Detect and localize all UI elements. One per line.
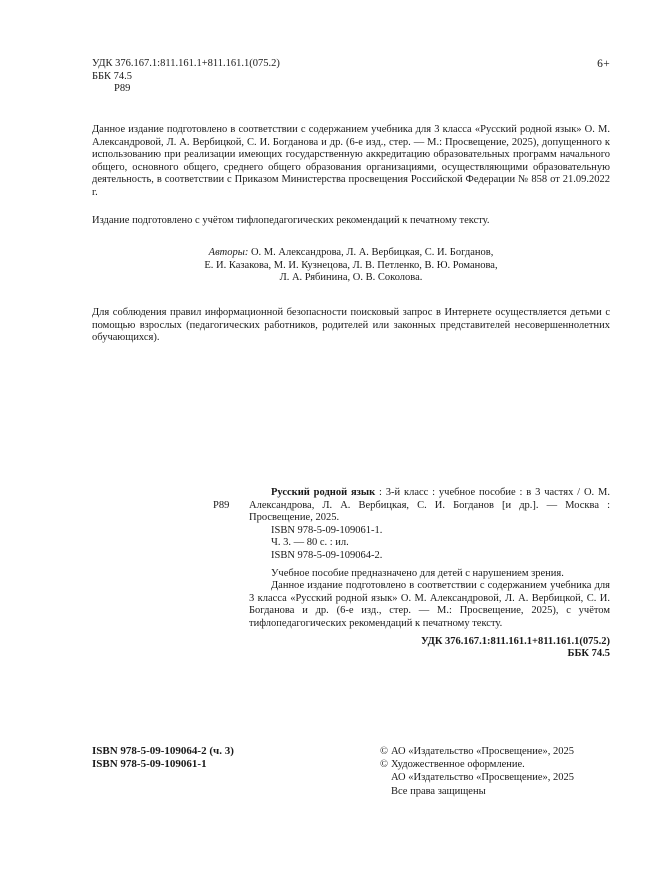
edition-note-paragraph: Данное издание подготовлено в соответствии с содержанием учебника для 3 класса «Русский родной язык» О. М. Александровой, Л. А. Вербицкой, С. И. Богданова и др. (6-е изд., стер. — М.: Просвещение, 2025), допущенного к использованию при реализации имеющих государственную аккредитацию образовательных программ начального общего, основного общего, среднего общего образования организациями, осуществляющими образовательную деятельность, в соответствии с Приказом Министерства просвещения Российской Федерации № 858 от 21.09.2022 г. <box>92 124 610 198</box>
biblio-isbn-part: ISBN 978-5-09-109064-2. <box>271 549 383 561</box>
authors-line-3: Л. А. Рябинина, О. В. Соколова. <box>279 272 423 284</box>
footer-isbn-block <box>92 745 392 771</box>
copyright-design: Художественное оформление. <box>391 759 525 771</box>
biblio-codes <box>249 636 610 661</box>
biblio-audience-note: Учебное пособие предназначено для детей с нарушением зрения. <box>271 567 564 579</box>
authors-line-1 <box>92 247 610 260</box>
biblio-description <box>249 487 610 525</box>
biblio-title: Русский родной язык <box>271 487 376 498</box>
biblio-catalog-code: Р89 <box>213 499 230 511</box>
footer-isbn-set: ISBN 978-5-09-109061-1 <box>92 758 207 771</box>
copyright-rights-reserved: Все права защищены <box>391 785 486 797</box>
copyright-block <box>380 745 612 798</box>
authors-block <box>92 247 610 285</box>
bbk-code: ББК 74.5 <box>92 70 133 82</box>
copyright-icon: © <box>380 746 388 757</box>
authors-line-2: Е. И. Казакова, М. И. Кузнецова, Л. В. Петленко, В. Ю. Романова, <box>204 259 498 271</box>
biblio-bbk-code: ББК 74.5 <box>567 648 610 660</box>
bibliographic-record <box>213 487 610 661</box>
age-rating-badge: 6+ <box>597 58 610 70</box>
biblio-edition-note: Данное издание подготовлено в соответствии с содержанием учебника для 3 класса «Русский родной язык» О. М. Александровой, Л. А. Вербицкой, С. И. Богданова и др. (6-е изд., стер. — М.: Просвещение, 2025), с учётом тифлопедагогических рекомендаций к печатному тексту. <box>249 580 610 629</box>
copyright-row-1 <box>380 745 612 758</box>
biblio-body <box>249 487 610 661</box>
copyright-publisher-2: АО «Издательство «Просвещение», 2025 <box>391 772 575 784</box>
copyright-icon-2: © <box>380 759 388 771</box>
copyright-row-2 <box>380 758 612 771</box>
authors-names-1: О. М. Александрова, Л. А. Вербицкая, С. И. Богданов, <box>250 247 494 258</box>
biblio-part: Ч. 3. — 80 с. : ил. <box>271 537 349 549</box>
classification-block <box>92 58 512 96</box>
footer-isbn-part: ISBN 978-5-09-109064-2 (ч. 3) <box>92 745 234 757</box>
biblio-udc-code: УДК 376.167.1:811.161.1+811.161.1(075.2) <box>420 635 610 647</box>
information-safety-paragraph: Для соблюдения правил информационной безопасности поисковый запрос в Интернете осуществляется детьми с помощью взрослых (педагогических работников, родителей или законных представителей несовершеннолетних обучающихся). <box>92 307 610 344</box>
udc-code: УДК 376.167.1:811.161.1+811.161.1(075.2) <box>92 58 280 69</box>
authors-label: Авторы: <box>208 247 249 258</box>
copyright-publisher-1: АО «Издательство «Просвещение», 2025 <box>391 746 575 757</box>
typhlopedagogical-note-paragraph: Издание подготовлено с учётом тифлопедагогических рекомендаций к печатному тексту. <box>92 215 490 226</box>
biblio-isbn-set: ISBN 978-5-09-109061-1. <box>271 524 383 536</box>
biblio-description-text: : 3-й класс : учебное пособие : в 3 частях / О. М. Александрова, Л. А. Вербицкая, С. И. Богданов [и др.]. — Москва : Просвещение, 2025. <box>249 487 610 524</box>
catalog-code: Р89 <box>114 83 131 95</box>
